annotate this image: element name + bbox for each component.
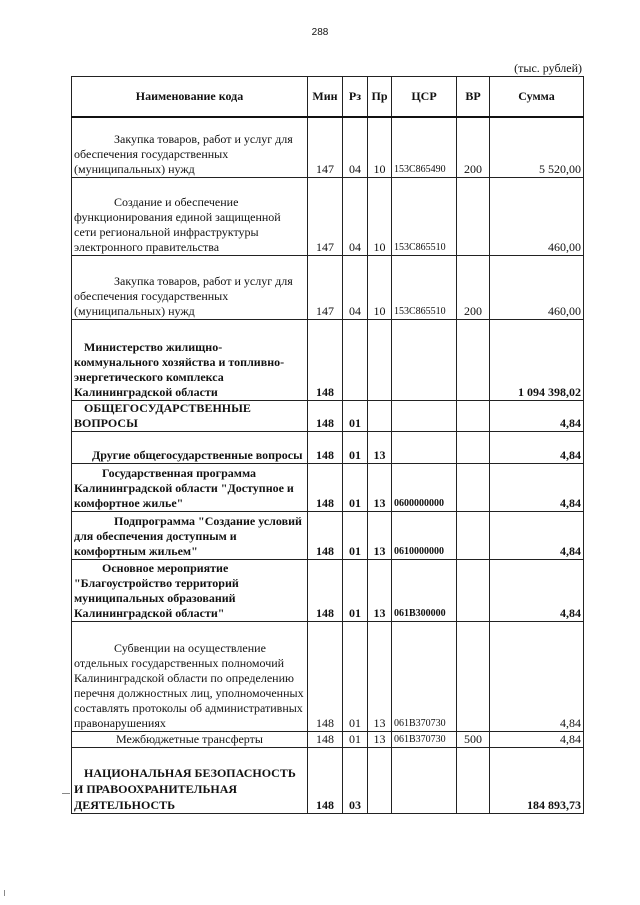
row-sum: 4,84 — [490, 400, 584, 431]
table-row — [72, 559, 584, 621]
row-csr — [392, 431, 457, 463]
row-rz: 01 — [343, 511, 368, 559]
row-rz: 04 — [343, 117, 368, 177]
row-vr — [457, 621, 490, 731]
row-vr — [457, 559, 490, 621]
row-vr: 200 — [457, 117, 490, 177]
table-row — [72, 747, 584, 813]
row-vr: 500 — [457, 731, 490, 747]
scan-mark — [4, 890, 5, 896]
row-name: Основное мероприятие "Благоустройство территорий муниципальных образований Калининградской области" — [72, 559, 308, 621]
row-vr — [457, 177, 490, 255]
table-row — [72, 400, 584, 431]
row-name: Государственная программа Калининградской области "Доступное и комфортное жилье" — [72, 463, 308, 511]
row-csr: 061В370730 — [392, 621, 457, 731]
row-csr: 061В300000 — [392, 559, 457, 621]
row-min: 148 — [308, 463, 343, 511]
row-vr — [457, 319, 490, 400]
row-name: Закупка товаров, работ и услуг для обеспечения государственных (муниципальных) нужд — [72, 255, 308, 319]
table-row — [72, 177, 584, 255]
row-min: 148 — [308, 559, 343, 621]
row-pr: 13 — [368, 463, 392, 511]
row-csr: 0610000000 — [392, 511, 457, 559]
row-csr: 153C865510 — [392, 177, 457, 255]
row-name: Подпрограмма "Создание условий для обеспечения доступным и комфортным жильем" — [72, 511, 308, 559]
row-csr — [392, 747, 457, 813]
row-vr — [457, 431, 490, 463]
row-min: 147 — [308, 177, 343, 255]
row-min: 148 — [308, 747, 343, 813]
row-vr — [457, 747, 490, 813]
row-name: Субвенции на осуществление отдельных государственных полномочий Калининградской области по определению перечня должностных лиц, уполномоченных составлять протоколы об административных правонарушениях — [72, 621, 308, 731]
table-row — [72, 511, 584, 559]
table-header-row — [72, 77, 584, 118]
row-vr — [457, 511, 490, 559]
row-pr: 10 — [368, 255, 392, 319]
row-min: 148 — [308, 511, 343, 559]
row-pr: 13 — [368, 731, 392, 747]
row-name: Создание и обеспечение функционирования единой защищенной сети региональной инфраструктуры электронного правительства — [72, 177, 308, 255]
row-rz: 01 — [343, 559, 368, 621]
row-rz: 01 — [343, 400, 368, 431]
row-pr — [368, 319, 392, 400]
table-row — [72, 621, 584, 731]
row-name: ОБЩЕГОСУДАРСТВЕННЫЕ ВОПРОСЫ — [72, 400, 308, 431]
row-rz: 01 — [343, 463, 368, 511]
header-vr: ВР — [457, 77, 490, 118]
row-rz: 01 — [343, 431, 368, 463]
row-min: 148 — [308, 621, 343, 731]
header-rz: Рз — [343, 77, 368, 118]
row-pr — [368, 400, 392, 431]
row-pr: 10 — [368, 177, 392, 255]
row-pr: 10 — [368, 117, 392, 177]
row-name: Другие общегосударственные вопросы — [72, 431, 308, 463]
row-sum: 5 520,00 — [490, 117, 584, 177]
row-rz: 04 — [343, 177, 368, 255]
header-pr: Пр — [368, 77, 392, 118]
page-number: 288 — [311, 27, 329, 38]
table-row — [72, 255, 584, 319]
row-sum: 4,84 — [490, 463, 584, 511]
scan-mark — [62, 793, 70, 794]
row-name: Закупка товаров, работ и услуг для обеспечения государственных (муниципальных) нужд — [72, 117, 308, 177]
row-min: 147 — [308, 117, 343, 177]
row-rz: 01 — [343, 621, 368, 731]
table-row — [72, 319, 584, 400]
row-min: 147 — [308, 255, 343, 319]
row-rz: 01 — [343, 731, 368, 747]
row-sum: 4,84 — [490, 511, 584, 559]
row-vr — [457, 400, 490, 431]
row-min: 148 — [308, 319, 343, 400]
row-csr: 153C865510 — [392, 255, 457, 319]
table-row — [72, 731, 584, 747]
header-min: Мин — [308, 77, 343, 118]
table-row — [72, 117, 584, 177]
row-csr: 0600000000 — [392, 463, 457, 511]
row-pr: 13 — [368, 511, 392, 559]
row-pr: 13 — [368, 621, 392, 731]
row-sum: 4,84 — [490, 559, 584, 621]
row-vr — [457, 463, 490, 511]
row-sum: 4,84 — [490, 431, 584, 463]
row-csr — [392, 400, 457, 431]
header-csr: ЦСР — [392, 77, 457, 118]
row-sum: 460,00 — [490, 255, 584, 319]
header-sum: Сумма — [490, 77, 584, 118]
row-name: Межбюджетные трансферты — [72, 731, 308, 747]
table-row — [72, 431, 584, 463]
row-sum: 1 094 398,02 — [490, 319, 584, 400]
budget-table — [71, 76, 584, 814]
row-min: 148 — [308, 731, 343, 747]
row-pr: 13 — [368, 431, 392, 463]
row-name: Министерство жилищно-коммунального хозяйства и топливно-энергетического комплекса Калининградской области — [72, 319, 308, 400]
row-sum: 460,00 — [490, 177, 584, 255]
row-rz: 04 — [343, 255, 368, 319]
row-min: 148 — [308, 400, 343, 431]
row-sum: 4,84 — [490, 621, 584, 731]
row-csr: 061В370730 — [392, 731, 457, 747]
row-vr: 200 — [457, 255, 490, 319]
row-csr — [392, 319, 457, 400]
row-pr — [368, 747, 392, 813]
row-csr: 153C865490 — [392, 117, 457, 177]
header-name: Наименование кода — [72, 77, 308, 118]
row-sum: 4,84 — [490, 731, 584, 747]
row-pr: 13 — [368, 559, 392, 621]
row-name: НАЦИОНАЛЬНАЯ БЕЗОПАСНОСТЬ И ПРАВООХРАНИТЕЛЬНАЯ ДЕЯТЕЛЬНОСТЬ — [72, 747, 308, 813]
table-row — [72, 463, 584, 511]
row-min: 148 — [308, 431, 343, 463]
row-sum: 184 893,73 — [490, 747, 584, 813]
row-rz: 03 — [343, 747, 368, 813]
row-rz — [343, 319, 368, 400]
units-label: (тыс. рублей) — [514, 61, 582, 75]
